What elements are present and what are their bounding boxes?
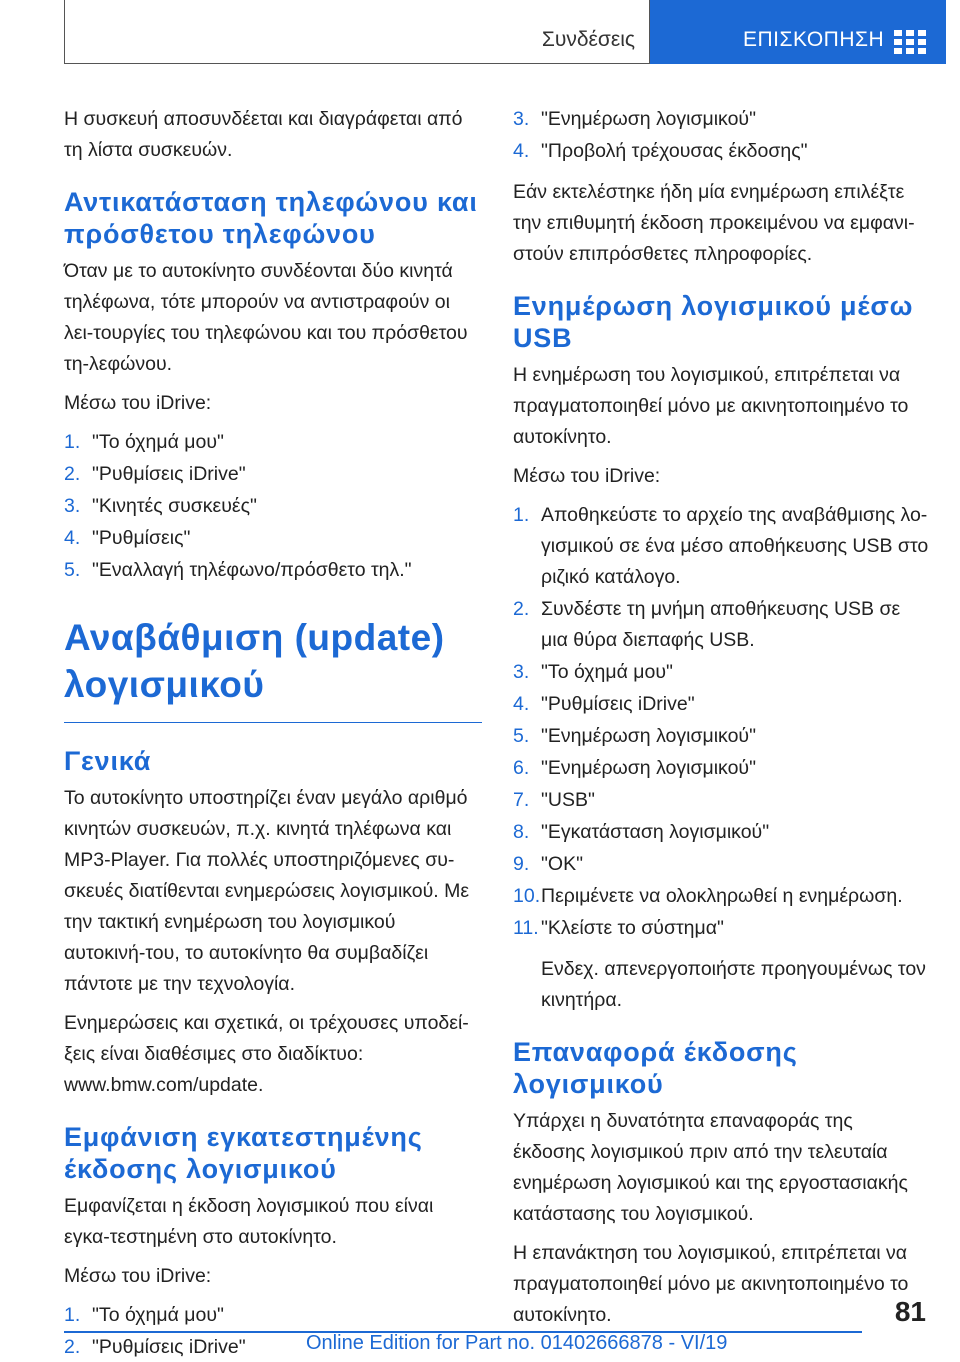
- display-version-heading: Εμφάνιση εγκατεστημένης έκδοσης λογισμικού: [64, 1122, 423, 1184]
- list-item: 3. "Το όχημά μου": [513, 661, 673, 683]
- list-item: 4. "Ρυθμίσεις": [64, 527, 191, 549]
- right-column: [513, 104, 929, 1339]
- display-version-via: Μέσω του iDrive:: [64, 1265, 212, 1287]
- list-item: 7. "USB": [513, 789, 595, 811]
- general-paragraph-1: Το αυτοκίνητο υποστηρίζει έναν μεγάλο αριθμό κινητών συσκευών, π.χ. κινητά τηλέφωνα και MP3-Player. Για πολλές υποστηριζόμενες συ-σκευές διατίθενται ενημερώσεις λογισμικού. Με την τακτική ενημέρωση του λογισμικού αυτοκινή-του, το αυτοκίνητο θα συμβαδίζει πάντοτε με την τεχνολογία.: [64, 787, 470, 995]
- replace-phone-via: Μέσω του iDrive:: [64, 392, 212, 414]
- replace-phone-heading: Αντικατάσταση τηλεφώνου και πρόσθετου τηλεφώνου: [64, 187, 478, 249]
- replace-phone-text: Όταν με το αυτοκίνητο συνδέονται δύο κινητά τηλέφωνα, τότε μπορούν να αντιστραφούν οι λει-τουργίες του τηλεφώνου και του πρόσθετου τη-λεφώνου.: [64, 260, 468, 375]
- list-item: 5. "Ενημέρωση λογισμικού": [513, 725, 756, 747]
- usb-update-via: Μέσω του iDrive:: [513, 465, 661, 487]
- list-item: 2. "Ρυθμίσεις iDrive": [64, 1336, 246, 1358]
- list-item: 3. "Ενημέρωση λογισμικού": [513, 108, 756, 130]
- display-version-text: Εμφανίζεται η έκδοση λογισμικού που είναι εγκα-τεστημένη στο αυτοκίνητο.: [64, 1195, 434, 1248]
- grid-icon: [894, 30, 926, 54]
- list-item: 6. "Ενημέρωση λογισμικού": [513, 757, 756, 779]
- general-heading: Γενικά: [64, 746, 152, 776]
- list-item: 3. "Κινητές συσκευές": [64, 495, 257, 517]
- list-item: 11. "Κλείστε το σύστημα": [513, 917, 724, 939]
- list-item: 4. "Ρυθμίσεις iDrive": [513, 693, 695, 715]
- list-item: 4. "Προβολή τρέχουσας έκδοσης": [513, 140, 808, 162]
- general-paragraph-2: Ενημερώσεις και σχετικά, οι τρέχουσες υποδεί-ξεις είναι διαθέσιμες στο διαδίκτυο: www.bmw.com/update.: [64, 1012, 469, 1096]
- usb-update-text: Η ενημέρωση του λογισμικού, επιτρέπεται να πραγματοποιηθεί μόνο με ακινητοποιημένο το αυτοκίνητο.: [513, 364, 909, 448]
- usb-update-steps: [513, 500, 929, 944]
- list-item: 8. "Εγκατάσταση λογισμικού": [513, 821, 770, 843]
- usb-update-heading: Ενημέρωση λογισμικού μέσω USB: [513, 291, 914, 353]
- chapter-heading: Αναβάθμιση (update) λογισμικού: [64, 614, 482, 723]
- overview-tab[interactable]: [650, 0, 946, 64]
- restore-version-paragraph-2: Η επανάκτηση του λογισμικού, επιτρέπεται να πραγματοποιηθεί μόνο με ακινητοποιημένο το αυτοκίνητο.: [513, 1242, 909, 1326]
- list-item: 1. "Το όχημά μου": [64, 431, 224, 453]
- list-item: 2. "Ρυθμίσεις iDrive": [64, 463, 246, 485]
- header-section-frame: [64, 0, 650, 64]
- list-item: 10. Περιμένετε να ολοκληρωθεί η ενημέρωση.: [513, 885, 903, 907]
- list-item: 2. Συνδέστε τη μνήμη αποθήκευσης USB σε μια θύρα διεπαφής USB.: [513, 598, 901, 651]
- restore-version-heading: Επαναφορά έκδοσης λογισμικού: [513, 1037, 798, 1099]
- replace-phone-steps: [64, 427, 482, 586]
- display-version-steps-cont: [513, 104, 929, 167]
- usb-update-note: Ενδεχ. απενεργοποιήστε προηγουμένως τον κινητήρα.: [541, 958, 926, 1011]
- display-version-more-text: Εάν εκτελέστηκε ήδη μία ενημέρωση επιλέξτε την επιθυμητή έκδοση προκειμένου να εμφανι-στούν επιπρόσθετες πληροφορίες.: [513, 181, 915, 265]
- intro-paragraph: Η συσκευή αποσυνδέεται και διαγράφεται από τη λίστα συσκευών.: [64, 108, 463, 161]
- restore-version-paragraph-1: Υπάρχει η δυνατότητα επαναφοράς της έκδοσης λογισμικού πριν από την τελευταία ενημέρωση λογισμικού και της εργοστασιακής κατάστασης του λογισμικού.: [513, 1110, 908, 1225]
- overview-tab-label: ΕΠΙΣΚΟΠΗΣΗ: [743, 28, 885, 51]
- left-column: [64, 104, 482, 1362]
- list-item: 1. Αποθηκεύστε το αρχείο της αναβάθμισης λο-γισμικού σε ένα μέσο αποθήκευσης USB στο ριζικό κατάλογο.: [513, 504, 929, 588]
- list-item: 9. "OK": [513, 853, 584, 875]
- list-item: 1. "Το όχημά μου": [64, 1304, 224, 1326]
- footer-edition: Online Edition for Part no. 01402666878 - VI/19: [306, 1332, 728, 1354]
- header-section-title: Συνδέσεις: [541, 28, 635, 51]
- page-number: 81: [894, 1296, 926, 1327]
- list-item: 5. "Εναλλαγή τηλέφωνο/πρόσθετο τηλ.": [64, 559, 412, 581]
